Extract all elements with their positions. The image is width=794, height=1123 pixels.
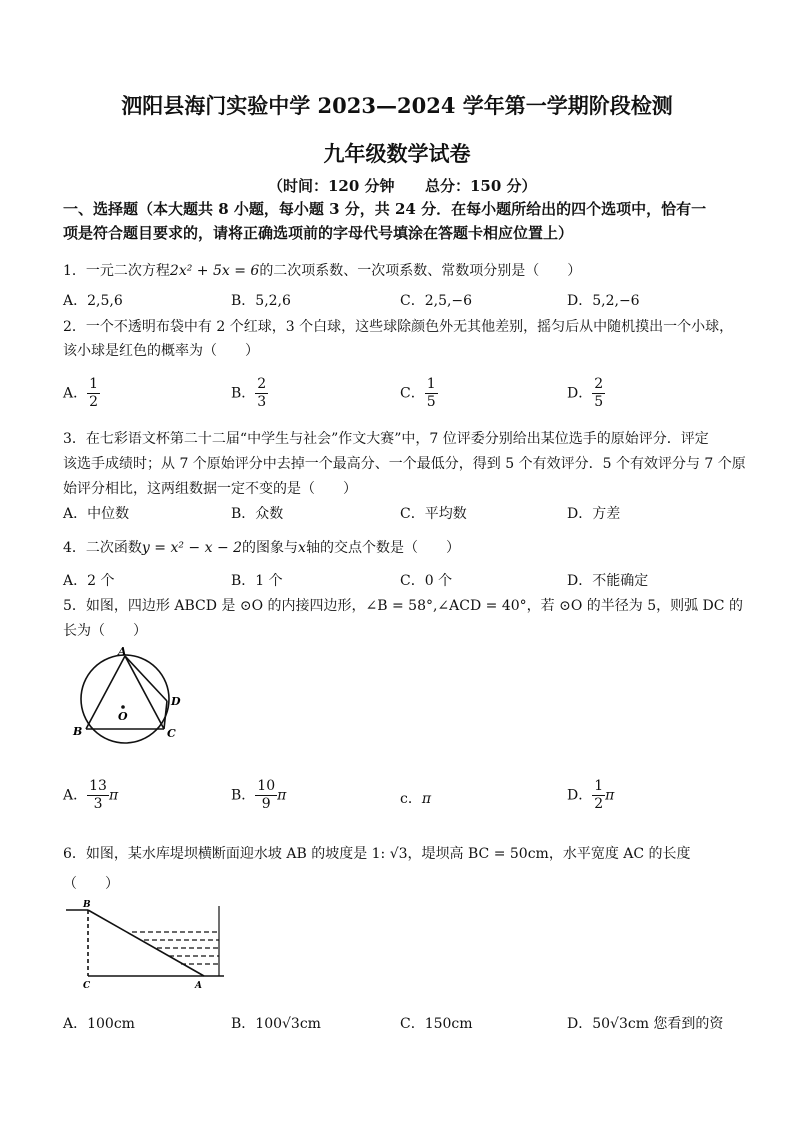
question-1 (63, 260, 581, 280)
q1-option-c[interactable]: C．2,5,−6 (400, 293, 473, 309)
q4-option-b[interactable]: B．1 个 (231, 573, 283, 589)
q3-option-b[interactable]: B．众数 (231, 506, 284, 522)
center-point (121, 705, 125, 709)
exam-title: 泗阳县海门实验中学 2023—2024 学年第一学期阶段检测 (121, 93, 673, 118)
q1-option-d[interactable]: D．5,2,−6 (567, 293, 640, 309)
label-c: C (83, 981, 91, 991)
section-heading-line1: 一、选择题（本大题共 8 小题，每小题 3 分，共 24 分．在每小题所给出的四个选项中，恰有一 (63, 200, 707, 218)
q3-option-c[interactable]: C．平均数 (400, 506, 467, 522)
fraction: $\frac{1}{2}$ (594, 778, 604, 812)
q1-equation: 2x² + 5x = 6 (169, 263, 260, 279)
q5-circle-figure (68, 645, 188, 745)
q6-option-d[interactable]: D．50√3cm 您看到的资 (567, 1016, 724, 1032)
q2-option-a[interactable]: A． $\frac{1}{2}$ (63, 376, 99, 410)
segment-ab (88, 910, 204, 976)
label-d: D (171, 695, 181, 708)
q1-post: 的二次项系数、一次项系数、常数项分别是（ ） (259, 263, 582, 279)
q5-option-c[interactable]: c．π (400, 791, 432, 807)
q5-option-b[interactable]: B． $\frac{10}{9}$ π (231, 778, 287, 812)
q6-option-c[interactable]: C．150cm (400, 1016, 473, 1032)
fraction: $\frac{13}{3}$ (89, 778, 107, 812)
q2-option-c[interactable]: C． $\frac{1}{5}$ (400, 376, 436, 410)
q6-dam-figure (64, 896, 239, 991)
q5-option-d[interactable]: D． $\frac{1}{2}$ π (567, 778, 615, 812)
q3-option-a[interactable]: A．中位数 (63, 506, 130, 522)
q3-option-d[interactable]: D．方差 (567, 506, 621, 522)
q1-option-b[interactable]: B．5,2,6 (231, 293, 291, 309)
question-6-line1: 6．如图，某水库堤坝横断面迎水坡 AB 的坡度是 1: √3，堤坝高 BC = 50cm，水平宽度 AC 的长度 (63, 846, 691, 862)
question-2-line1: 2．一个不透明布袋中有 2 个红球，3 个白球，这些球除颜色外无其他差别，摇匀后从中随机摸出一个小球， (63, 319, 734, 335)
label-a: A (118, 645, 127, 658)
q2-option-b[interactable]: B． $\frac{2}{3}$ (231, 376, 267, 410)
q4-equation: y = x² − x − 2 (141, 540, 243, 556)
question-3-line2: 该选手成绩时；从 7 个原始评分中去掉一个最高分、一个最低分，得到 5 个有效评分．5 个有效评分与 7 个原 (63, 456, 746, 472)
exam-subtitle: 九年级数学试卷 (323, 141, 471, 166)
fraction: $\frac{1}{5}$ (426, 376, 436, 410)
exam-score: 总分：150 分） (425, 177, 537, 195)
section-heading-line2: 项是符合题目要求的，请将正确选项前的字母代号填涂在答题卡相应位置上） (63, 224, 574, 242)
q1-pre: 1．一元二次方程 (63, 263, 170, 279)
question-2-line2: 该小球是红色的概率为（ ） (63, 343, 259, 359)
fraction: $\frac{10}{9}$ (257, 778, 276, 812)
q5-option-a[interactable]: A． $\frac{13}{3}$ π (63, 778, 119, 812)
q6-option-a[interactable]: A．100cm (63, 1016, 135, 1032)
question-3-line1: 3．在七彩语文杯第二十二届“中学生与社会”作文大赛”中，7 位评委分别给出某位选手的原始评分．评定 (63, 431, 709, 447)
q4-option-d[interactable]: D．不能确定 (567, 573, 649, 589)
label-b: B (73, 725, 83, 738)
q4-option-c[interactable]: C．0 个 (400, 573, 453, 589)
question-5-line2: 长为（ ） (63, 623, 147, 639)
label-b: B (83, 900, 91, 910)
q6-option-b[interactable]: B．100√3cm (231, 1016, 321, 1032)
fraction: $\frac{1}{2}$ (89, 376, 99, 410)
question-6-line2: （ ） (63, 876, 119, 892)
fraction: $\frac{2}{3}$ (257, 376, 267, 410)
label-o: O (118, 710, 128, 723)
fraction: $\frac{2}{5}$ (594, 376, 604, 410)
q4-option-a[interactable]: A．2 个 (63, 573, 115, 589)
question-5-line1: 5．如图，四边形 ABCD 是 ⊙O 的内接四边形，∠B = 58°,∠ACD = 40°，若 ⊙O 的半径为 5，则弧 DC 的 (63, 598, 743, 614)
label-c: C (167, 727, 176, 740)
label-a: A (195, 981, 202, 991)
question-4: 4．二次函数y = x² − x − 2的图象与x轴的交点个数是（ ） (63, 540, 460, 556)
question-3-line3: 始评分相比，这两组数据一定不变的是（ ） (63, 481, 357, 497)
q2-option-d[interactable]: D． $\frac{2}{5}$ (567, 376, 604, 410)
exam-time: （时间：120 分钟 (268, 177, 395, 195)
q1-option-a[interactable]: A．2,5,6 (63, 293, 123, 309)
